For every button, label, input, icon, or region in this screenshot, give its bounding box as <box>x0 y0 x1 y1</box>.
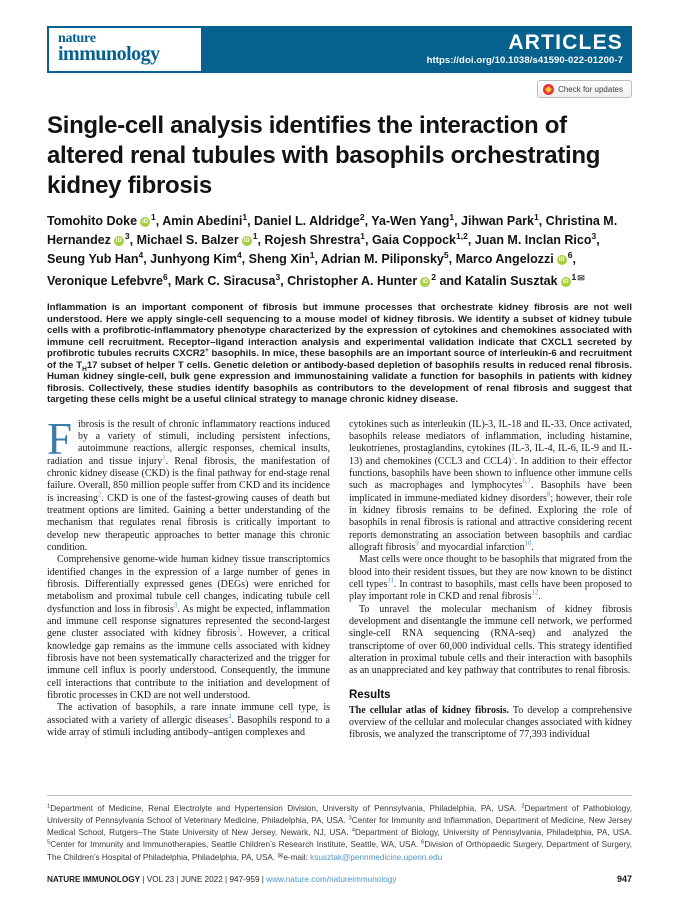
superscript: 3 <box>275 271 281 282</box>
header-banner <box>47 26 632 73</box>
paragraph: To unravel the molecular mechanism of kidney fibrosis development and disentangle the immune cell network, we performed single-cell RNA sequencing (RNA-seq) and analyzed the transcriptome of over 60,000 individual cells. This strategy identified alteration in proximal tubule cells and their interaction with basophils as an unappreciated and key pathway that contributes to renal fibrosis. <box>349 603 632 677</box>
badge-row <box>47 80 632 98</box>
superscript: 1 <box>252 230 258 241</box>
paragraph-intro: Fibrosis is the result of chronic inflammatory reactions induced by a variety of stimuli, including persistent infections, autoimmune reactions, allergic responses, chemical insults, radiation and tissue injury$^1$. Renal fibrosis, the manifestation of chronic kidney disease (CKD) is the final pathway for end-stage renal failure. Overall, 850 million people suffer from CKD and its incidence is increasing$^2$. CKD is one of the fastest-growing causes of death but treatment options are limited. Gaining a better understanding of the mechanism that regulates renal fibrosis is critically important to develop new therapeutic approaches to better manage this chronic condition. <box>47 413 331 553</box>
superscript: 1 <box>360 230 366 241</box>
orcid-icon[interactable]: iD <box>243 238 250 244</box>
superscript: 4 <box>351 827 356 834</box>
reference-link[interactable]: 3 <box>173 602 178 610</box>
reference-link[interactable]: 3 <box>236 627 240 635</box>
superscript: 4 <box>236 249 242 260</box>
results-heading: Results <box>349 688 391 701</box>
superscript: 1 <box>449 211 455 222</box>
reference-link[interactable]: 10 <box>524 540 532 548</box>
orcid-icon[interactable]: iD <box>558 257 565 263</box>
superscript: 1 <box>533 211 539 222</box>
doi-link[interactable]: https://doi.org/10.1038/s41590-022-01200-7 <box>426 55 623 66</box>
orcid-icon[interactable]: iD <box>422 279 429 285</box>
bold-run: The cellular atlas of kidney fibrosis. <box>349 704 510 716</box>
section-label: ARTICLES <box>508 31 623 54</box>
superscript: 2 <box>431 271 436 282</box>
abstract: Inflammation is an important component of fibrosis but immune processes that orchestrate kidney fibrosis are not well understood. Here we apply single-cell sequencing to a mouse model of kidney fibrosis. We identify a subset of kidney tubule cells with a profibrotic-inflammatory phenotype characterized by the expression of cytokines and chemokines associated with immune cell recruitment. Receptor–ligand interaction analysis and experimental validation indicate that CXCL1 secreted by profibrotic tubules recruits CXCR2+ basophils. In mice, these basophils are an important source of interleukin-6 and recruitment of the $T_H17$ subset of helper T cells. Genetic deletion or antibody-based depletion of basophils results in reduced renal fibrosis. Human kidney single-cell, bulk gene expression and immunostaining validate a function for basophils in patients with kidney fibrosis. Collectively, these studies identify basophils as contributors to the development of renal fibrosis and suggest that targeting these cells might be a useful clinical strategy to manage chronic kidney disease. <box>47 302 632 405</box>
paragraph: cytokines such as interleukin (IL)-3, IL-18 and IL-33. Once activated, basophils release mediators of inflammation, including histamine, leukotrienes, prostaglandins, cytokines (IL-3, IL-4, IL-6, IL-9 and IL-13) and chemokines (CCL3 and CCL4)$^5$. In addition to their effector functions, basophils have been shown to influence other immune cells such as macrophages and lymphocytes$^{6,7}$. Basophils have been implicated in immune-mediated kidney disorders$^8$; however, their role in kidney fibrosis remains to be defined. Exploring the role of basophils in renal fibrosis is rational and attractive considering recent reports demonstrating an association between basophils and cardiac allograft fibrosis$^9$ and myocardial infarction$^{10}$. <box>349 418 632 553</box>
superscript: 2 <box>521 803 525 810</box>
orcid-icon[interactable]: iD <box>115 238 122 244</box>
superscript: 5 <box>443 249 449 260</box>
superscript: 3 <box>124 230 130 241</box>
reference-link[interactable]: 2 <box>98 491 102 499</box>
right-column <box>349 419 632 742</box>
paragraph: Comprehensive genome-wide human kidney tissue transcriptomics identified changes in the expression of a large number of genes in fibrosis. Differentially expressed genes (DEGs) were enriched for metabolism and proximal tubule cell changes, indicating tubule cell dysfunction and loss in fibrosis$^3$. As might be expected, inflammation and immune cell response signatures represented the second-largest gene cluster associated with kidney fibrosis$^3$. However, a critical knowledge gap remains as the immune cells associated with kidney fibrosis have not been systematically characterized and the trigger for immune cell influx is poorly understood. Consequently, the immune cell interactions that contribute to the initiation and development of fibrotic processes in CKD are not well understood. <box>47 554 331 702</box>
reference-link[interactable]: 12 <box>531 589 539 597</box>
superscript: + <box>205 346 209 354</box>
orcid-icon[interactable]: iD <box>562 279 569 285</box>
journal-logo-line2: immunology <box>58 43 160 65</box>
paragraph: Mast cells were once thought to be basophils that migrated from the blood into their resident tissues, but they are now known to be distinct cell types$^{11}$. In contrast to basophils, mast cells have been proposed to play important role in CKD and renal fibrosis$^{12}$. <box>349 554 632 603</box>
superscript: 4 <box>138 249 144 260</box>
body-columns <box>47 413 632 742</box>
reference-link[interactable]: 6,7 <box>522 478 531 486</box>
paragraph: The cellular atlas of kidney fibrosis. To develop a comprehensive overview of the cellular and molecular changes associated with kidney fibrosis, we analyzed the transcriptome of 77,393 individual <box>349 704 632 741</box>
left-column <box>47 413 331 742</box>
subscript: H <box>82 365 87 373</box>
author-list: Tomohito Doke $iD^1$, Amin Abedini$^1$, Daniel L. Aldridge$^2$, Ya-Wen Yang$^1$, Jihwan Park$^1$, Christina M. Hernandez $iD^3$, Michael S. Balzer $iD^1$, Rojesh Shrestra$^1$, Gaia Coppock$^{1,2}$, Juan M. Inclan Rico$^3$, Seung Yub Han$^4$, Junhyong Kim$^4$, Sheng Xin$^1$, Adrian M. Piliponsky$^5$, Marco Angelozzi $iD^6$, Veronique Lefebvre$^6$, Mark C. Siracusa$^3$, Christopher A. Hunter $iD^2$ and Katalin Susztak $iD^{1✉}$ <box>47 211 618 288</box>
superscript: 6 <box>421 839 425 846</box>
journal-logo-line1: nature <box>58 31 96 46</box>
superscript: 6 <box>163 271 168 282</box>
check-updates-button[interactable] <box>537 80 632 98</box>
banner-right <box>427 26 632 73</box>
superscript: 1,2 <box>456 230 468 241</box>
hyperlink[interactable]: www.nature.com/natureimmunology <box>266 875 397 884</box>
reference-link[interactable]: 9 <box>415 540 419 548</box>
page-number: 947 <box>616 874 632 884</box>
reference-link[interactable]: 1 <box>162 454 166 462</box>
superscript: 1 <box>309 249 315 260</box>
hyperlink[interactable]: ksusztak@pennmedicine.upenn.edu <box>310 853 443 862</box>
superscript: 1 <box>151 211 156 222</box>
reference-link[interactable]: 8 <box>546 491 551 499</box>
superscript: 3 <box>591 230 597 241</box>
check-updates-label: Check for updates <box>558 84 623 94</box>
orcid-icon[interactable]: iD <box>142 219 149 225</box>
superscript: 3 <box>348 815 352 822</box>
journal-citation: NATURE IMMUNOLOGY | VOL 23 | JUNE 2022 | 947-959 | www.nature.com/natureimmunology <box>47 875 397 884</box>
email-icon[interactable]: ✉ <box>577 273 585 283</box>
superscript: 1 <box>47 803 51 810</box>
title-line-1: Single-cell analysis identifies the interaction of <box>47 112 567 139</box>
superscript: 5 <box>47 839 51 846</box>
bold-run: NATURE IMMUNOLOGY <box>47 875 141 884</box>
email-icon[interactable]: ✉ <box>277 853 284 860</box>
title-line-3: kidney fibrosis <box>47 172 212 199</box>
footnote-block <box>47 795 632 900</box>
reference-link[interactable]: 4 <box>228 713 232 721</box>
article-title <box>47 111 632 201</box>
superscript: 2 <box>359 211 365 222</box>
page-footer <box>47 874 632 900</box>
journal-logo[interactable] <box>49 28 201 71</box>
drop-cap: F <box>47 413 73 464</box>
crossmark-icon <box>543 84 554 95</box>
superscript: 6 <box>567 249 573 260</box>
paragraph: The activation of basophils, a rare innate immune cell type, is associated with a variety of allergic diseases$^4$. Basophils respond to a wide array of stimuli including antibody–antigen complexes and <box>47 702 330 739</box>
footnote-divider <box>47 795 632 796</box>
superscript: 1 <box>242 211 248 222</box>
title-line-2: altered renal tubules with basophils orchestrating <box>47 142 601 169</box>
affiliation-footnotes: $^1$Department of Medicine, Renal Electrolyte and Hypertension Division, University of Pennsylvania, Philadelphia, PA, USA. $^2$Department of Pathobiology, University of Pennsylvania School of Veterinary Medicine, Philadelphia, PA, USA. $^3$Center for Immunity and Inflammation, Department of Medicine, New Jersey Medical School, Rutgers–The State University of New Jersey, Newark, NJ, USA. $^4$Department of Biology, University of Pennsylvania, Philadelphia, PA, USA. $^5$Center for Immunity and Immunotherapies, Seattle Children’s Research Institute, Seattle, WA, USA. $^6$Division of Orthopaedic Surgery, Department of Surgery, The Children’s Hospital of Philadelphia, Philadelphia, PA, USA. ✉e-mail: ksusztak@pennmedicine.upenn.edu <box>47 803 633 862</box>
reference-link[interactable]: 5 <box>511 454 515 462</box>
reference-link[interactable]: 11 <box>387 577 394 585</box>
superscript: 1 <box>571 271 577 282</box>
